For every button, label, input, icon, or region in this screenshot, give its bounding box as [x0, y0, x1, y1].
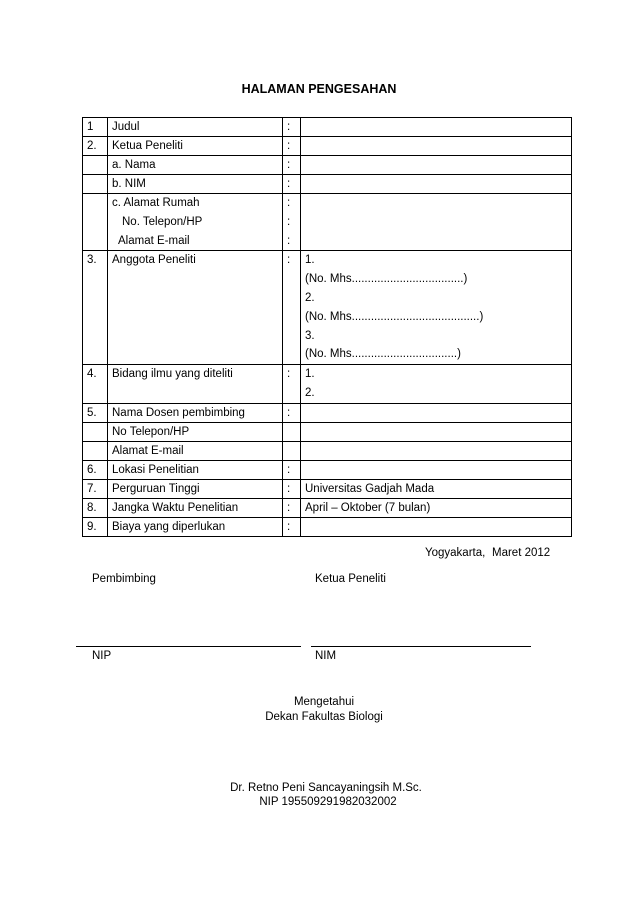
- date-text: Maret 2012: [492, 547, 551, 559]
- row-label: b. NIM: [108, 175, 283, 194]
- row-label: Biaya yang diperlukan: [108, 517, 283, 536]
- table-row: [83, 460, 572, 479]
- row-label: Judul: [108, 118, 283, 137]
- table-row: [83, 403, 572, 422]
- row-colon: :: [283, 460, 301, 479]
- place-text: Yogyakarta,: [425, 547, 486, 559]
- row-number: 5.: [83, 403, 108, 422]
- row-label: Jangka Waktu Penelitian: [108, 498, 283, 517]
- email-label: Alamat E-mail: [118, 234, 190, 247]
- row-number: 9.: [83, 517, 108, 536]
- table-row: [83, 517, 572, 536]
- row-number: [83, 156, 108, 175]
- table-row: [83, 479, 572, 498]
- dean-title: Dekan Fakultas Biologi: [265, 711, 383, 723]
- row-colon: :: [283, 403, 301, 422]
- cost-field[interactable]: [301, 517, 572, 536]
- row-label: [108, 194, 283, 251]
- name-field[interactable]: [301, 156, 572, 175]
- location-field[interactable]: [301, 460, 572, 479]
- page-title: HALAMAN PENGESAHAN: [241, 82, 397, 96]
- supervisor-id-label: NIP: [92, 650, 112, 662]
- nim-field[interactable]: [301, 175, 572, 194]
- field-line: 1.: [305, 368, 315, 381]
- row-number: 4.: [83, 365, 108, 404]
- member-line: (No. Mhs........................................): [305, 310, 484, 323]
- member-line: (No. Mhs...................................): [305, 273, 468, 286]
- supervisor-role: Pembimbing: [92, 573, 156, 585]
- table-row: [83, 175, 572, 194]
- row-label: No Telepon/HP: [108, 422, 283, 441]
- row-colon: [283, 422, 301, 441]
- row-label: Bidang ilmu yang diteliti: [108, 365, 283, 404]
- table-row: [83, 251, 572, 365]
- row-number: 3.: [83, 251, 108, 365]
- row-label: Anggota Peneliti: [108, 251, 283, 365]
- table-row: [83, 422, 572, 441]
- row-number: [83, 194, 108, 251]
- lead-researcher-field[interactable]: [301, 137, 572, 156]
- row-number: 8.: [83, 498, 108, 517]
- supervisor-signature-line: [76, 646, 301, 647]
- row-colon: :: [283, 479, 301, 498]
- table-row: [83, 441, 572, 460]
- dean-nip: NIP 195509291982032002: [259, 796, 397, 808]
- row-colon: :: [283, 118, 301, 137]
- dean-name: Dr. Retno Peni Sancayaningsih M.Sc.: [230, 782, 422, 794]
- title-field[interactable]: [301, 118, 572, 137]
- table-row: [83, 137, 572, 156]
- row-colon: :: [283, 517, 301, 536]
- approval-label: Mengetahui: [293, 696, 355, 708]
- table-row: [83, 365, 572, 404]
- phone-label: No. Telepon/HP: [122, 215, 203, 228]
- address-label: c. Alamat Rumah: [112, 197, 200, 209]
- table-row: [83, 194, 572, 251]
- member-line: 2.: [305, 291, 315, 304]
- row-colon: :: [283, 498, 301, 517]
- lead-role: Ketua Peneliti: [315, 573, 386, 585]
- row-number: 2.: [83, 137, 108, 156]
- field-of-study-field[interactable]: [301, 365, 572, 404]
- row-label: a. Nama: [108, 156, 283, 175]
- row-number: [83, 422, 108, 441]
- row-colon: :: [283, 156, 301, 175]
- row-label: Nama Dosen pembimbing: [108, 403, 283, 422]
- contact-field[interactable]: [301, 194, 572, 251]
- member-line: (No. Mhs.................................): [305, 348, 461, 361]
- duration-field[interactable]: April – Oktober (7 bulan): [301, 498, 572, 517]
- row-colon: :: [283, 137, 301, 156]
- row-number: 1: [83, 118, 108, 137]
- row-colon: :: [283, 251, 301, 365]
- field-line: 2.: [305, 386, 315, 399]
- row-number: 6.: [83, 460, 108, 479]
- member-line: 1.: [305, 254, 315, 267]
- members-field[interactable]: [301, 251, 572, 365]
- row-colon: :: [283, 175, 301, 194]
- member-line: 3.: [305, 329, 315, 342]
- table-row: [83, 118, 572, 137]
- row-colon: : : :: [283, 194, 301, 251]
- row-colon: :: [283, 365, 301, 404]
- table-row: [83, 156, 572, 175]
- row-label: Perguruan Tinggi: [108, 479, 283, 498]
- supervisor-name-field[interactable]: [301, 403, 572, 422]
- lead-id-label: NIM: [315, 650, 337, 662]
- supervisor-email-field[interactable]: [301, 441, 572, 460]
- row-label: Ketua Peneliti: [108, 137, 283, 156]
- university-field[interactable]: Universitas Gadjah Mada: [301, 479, 572, 498]
- supervisor-phone-field[interactable]: [301, 422, 572, 441]
- lead-signature-line: [311, 646, 531, 647]
- row-number: [83, 175, 108, 194]
- row-label: Lokasi Penelitian: [108, 460, 283, 479]
- row-number: [83, 441, 108, 460]
- approval-form-table: [82, 117, 572, 537]
- table-row: [83, 498, 572, 517]
- row-number: 7.: [83, 479, 108, 498]
- row-label: Alamat E-mail: [108, 441, 283, 460]
- row-colon: [283, 441, 301, 460]
